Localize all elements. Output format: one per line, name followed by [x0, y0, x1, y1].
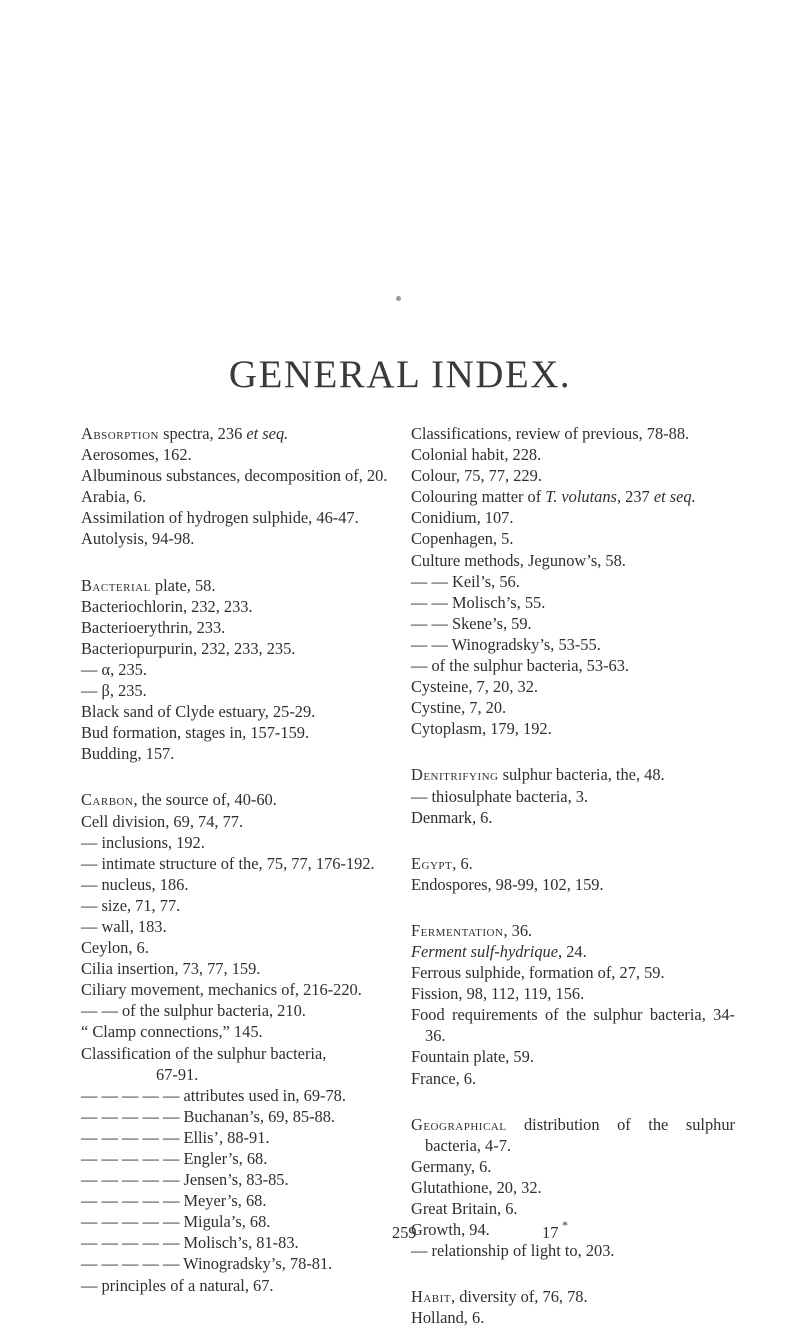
index-entry: — — Winogradsky’s, 53-55.	[411, 634, 601, 654]
index-entry: — thiosulphate bacteria, 3.	[411, 786, 589, 806]
index-column-right	[411, 423, 735, 1328]
index-entry: Fermentation, 36.	[411, 920, 533, 940]
index-entry: Autolysis, 94-98.	[81, 529, 195, 549]
index-entry: Bacterial plate, 58.	[81, 575, 216, 595]
index-entry: Ceylon, 6.	[81, 938, 149, 958]
index-entry: — — Molisch’s, 55.	[411, 592, 546, 612]
index-entry: Copenhagen, 5.	[411, 529, 514, 549]
index-entry: France, 6.	[411, 1068, 477, 1088]
index-entry: Aerosomes, 162.	[81, 445, 192, 465]
index-entry: — intimate structure of the, 75, 77, 176-192.	[81, 853, 375, 873]
index-entry: Cytoplasm, 179, 192.	[411, 719, 552, 739]
index-entry: Cilia insertion, 73, 77, 159.	[81, 959, 261, 979]
index-entry: Ferment sulf-hydrique, 24.	[411, 941, 587, 961]
index-entry: — — — — — Buchanan’s, 69, 85-88.	[81, 1106, 336, 1126]
index-entry: Ferrous sulphide, formation of, 27, 59.	[411, 963, 665, 983]
printer-dot-mark	[396, 296, 401, 301]
signature-asterisk: *	[562, 1218, 568, 1232]
index-entry: — inclusions, 192.	[81, 832, 205, 852]
index-entry: — relationship of light to, 203.	[411, 1241, 615, 1261]
index-entry: Classifications, review of previous, 78-88.	[411, 424, 690, 443]
index-entry: Cell division, 69, 74, 77.	[81, 811, 244, 831]
index-entry: Denitrifying sulphur bacteria, the, 48.	[411, 765, 665, 785]
index-entry: — — — — — Engler’s, 68.	[81, 1149, 268, 1168]
index-entry: Absorption spectra, 236 et seq.	[81, 424, 289, 443]
index-entry: Culture methods, Jegunow’s, 58.	[411, 550, 626, 570]
index-entry: Fission, 98, 112, 119, 156.	[411, 984, 585, 1004]
index-entry: Assimilation of hydrogen sulphide, 46-47.	[81, 508, 359, 528]
index-entry: Ciliary movement, mechanics of, 216-220.	[81, 980, 362, 1000]
index-entry: Albuminous substances, decomposition of, 20.	[81, 466, 388, 486]
index-entry: Habit, diversity of, 76, 78.	[411, 1287, 588, 1307]
index-entry: — of the sulphur bacteria, 53-63.	[411, 656, 630, 676]
index-entry: Carbon, the source of, 40-60.	[81, 790, 277, 810]
index-entry: Bacterioerythrin, 233.	[81, 617, 226, 637]
index-entry: Food requirements of the sulphur bacteria, 34-36.	[411, 1005, 735, 1046]
page-title: GENERAL INDEX.	[228, 353, 572, 396]
index-entry: Bacteriochlorin, 232, 233.	[81, 596, 253, 616]
index-entry: Colonial habit, 228.	[411, 445, 542, 465]
index-entry: — wall, 183.	[81, 916, 167, 936]
index-entry: Denmark, 6.	[411, 807, 493, 827]
index-entry: Growth, 94.	[411, 1220, 490, 1240]
index-entry: — — — — — Ellis’, 88-91.	[81, 1127, 270, 1147]
index-entry: Arabia, 6.	[81, 487, 147, 507]
index-entry: — α, 235.	[81, 659, 147, 679]
index-entry: — — — — — Meyer’s, 68.	[81, 1191, 267, 1211]
index-column-left	[81, 423, 392, 1296]
index-entry: Colouring matter of T. volutans, 237 et seq.	[411, 487, 696, 507]
index-entry: Bacteriopurpurin, 232, 233, 235.	[81, 638, 296, 658]
index-entry: Budding, 157.	[81, 744, 175, 764]
signature-mark: 17	[542, 1223, 559, 1242]
index-entry: Conidium, 107.	[411, 508, 514, 528]
index-entry: Colour, 75, 77, 229.	[411, 466, 542, 486]
index-entry: — — Keil’s, 56.	[411, 571, 520, 591]
index-entry: — — — — — Migula’s, 68.	[81, 1212, 271, 1232]
index-entry: — — — — — attributes used in, 69-78.	[81, 1085, 346, 1105]
index-entry: — — Skene’s, 59.	[411, 613, 532, 633]
index-entry: — — — — — Molisch’s, 81-83.	[81, 1233, 299, 1253]
index-entry: Germany, 6.	[411, 1156, 492, 1176]
index-entry: — — of the sulphur bacteria, 210.	[81, 1001, 306, 1021]
index-entry: — nucleus, 186.	[81, 874, 189, 894]
index-entry: Bud formation, stages in, 157-159.	[81, 723, 310, 743]
index-entry-pages: 67-91.	[156, 1064, 199, 1084]
index-entry: — β, 235.	[81, 681, 147, 701]
index-entry: — — — — — Jensen’s, 83-85.	[81, 1170, 289, 1190]
index-entry: Endospores, 98-99, 102, 159.	[411, 874, 604, 894]
index-entry: — size, 71, 77.	[81, 895, 181, 915]
index-entry: Holland, 6.	[411, 1308, 485, 1328]
index-entry: — — — — — Winogradsky’s, 78-81.	[81, 1254, 333, 1274]
page-number: 259	[392, 1223, 417, 1242]
index-entry: Geographical distribution of the sulphur bacteria, 4-7.	[411, 1114, 735, 1155]
index-entry: Glutathione, 20, 32.	[411, 1177, 542, 1197]
index-entry: “ Clamp connections,” 145.	[81, 1022, 263, 1042]
index-entry: Black sand of Clyde estuary, 25-29.	[81, 702, 316, 722]
index-entry: Egypt, 6.	[411, 853, 473, 873]
index-entry: Cysteine, 7, 20, 32.	[411, 677, 539, 697]
index-entry: — principles of a natural, 67.	[81, 1275, 274, 1295]
index-entry: Fountain plate, 59.	[411, 1047, 534, 1067]
index-entry: Great Britain, 6.	[411, 1199, 518, 1218]
index-entry: Cystine, 7, 20.	[411, 698, 507, 718]
index-entry: Classification of the sulphur bacteria,	[81, 1043, 327, 1063]
